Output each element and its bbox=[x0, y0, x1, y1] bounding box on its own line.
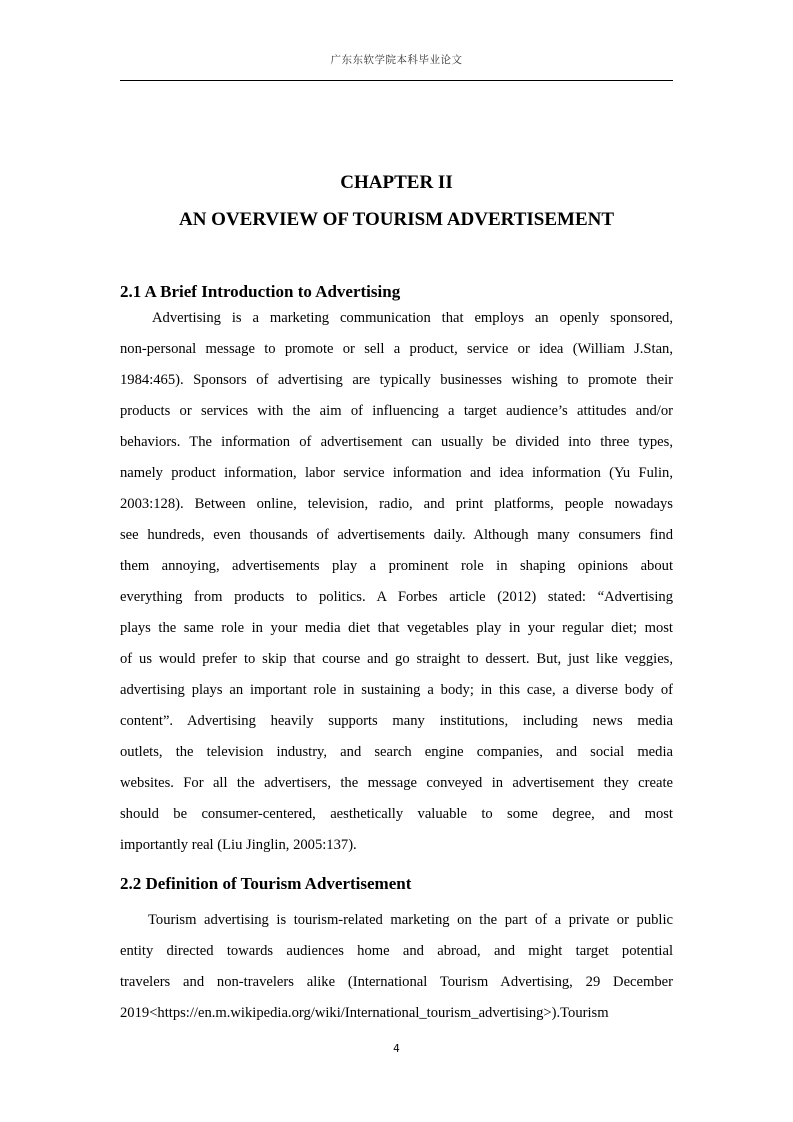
chapter-label: CHAPTER II bbox=[340, 172, 453, 193]
page-number: 4 bbox=[393, 1043, 400, 1055]
paragraph-line: Advertising is a marketing communication that employs an openly sponsored, bbox=[152, 310, 673, 326]
paragraph-line: them annoying, advertisements play a prominent role in shaping opinions about bbox=[120, 558, 673, 574]
paragraph-line: everything from products to politics. A Forbes article (2012) stated: “Advertising bbox=[120, 589, 673, 605]
paragraph-line: entity directed towards audiences home and abroad, and might target potential bbox=[120, 943, 673, 959]
paragraph-line: websites. For all the advertisers, the message conveyed in advertisement they create bbox=[120, 775, 673, 791]
paragraph-line: content”. Advertising heavily supports many institutions, including news media bbox=[120, 713, 673, 729]
paragraph-line: non-personal message to promote or sell a product, service or idea (William J.Stan, bbox=[120, 341, 673, 357]
paragraph-line: outlets, the television industry, and search engine companies, and social media bbox=[120, 744, 673, 760]
section-2-2-paragraph bbox=[120, 905, 673, 1029]
paragraph-line: should be consumer-centered, aesthetically valuable to some degree, and most bbox=[120, 806, 673, 822]
paragraph-line: importantly real (Liu Jinglin, 2005:137). bbox=[120, 837, 357, 853]
paragraph-line: plays the same role in your media diet that vegetables play in your regular diet; most bbox=[120, 620, 673, 636]
paragraph-line: 2019<https://en.m.wikipedia.org/wiki/International_tourism_advertising>).Tourism bbox=[120, 1005, 609, 1021]
paragraph-line: travelers and non-travelers alike (International Tourism Advertising, 29 December bbox=[120, 974, 673, 990]
section-heading-2-1: 2.1 A Brief Introduction to Advertising bbox=[120, 282, 401, 301]
section-heading-2-2: 2.2 Definition of Tourism Advertisement bbox=[120, 874, 412, 893]
paragraph-line: behaviors. The information of advertisement can usually be divided into three types, bbox=[120, 434, 673, 450]
paragraph-line: advertising plays an important role in sustaining a body; in this case, a diverse body of bbox=[120, 682, 673, 698]
paragraph-line: of us would prefer to skip that course and go straight to dessert. But, just like veggies, bbox=[120, 651, 673, 667]
paragraph-line: 2003:128). Between online, television, radio, and print platforms, people nowadays bbox=[120, 496, 673, 512]
chapter-title: AN OVERVIEW OF TOURISM ADVERTISEMENT bbox=[178, 209, 615, 230]
paragraph-line: products or services with the aim of influencing a target audience’s attitudes and/or bbox=[120, 403, 673, 419]
paragraph-line: namely product information, labor service information and idea information (Yu Fulin, bbox=[120, 465, 673, 481]
running-header: 广东东软学院本科毕业论文 bbox=[330, 54, 463, 66]
paragraph-line: Tourism advertising is tourism-related marketing on the part of a private or public bbox=[148, 912, 673, 928]
paragraph-line: see hundreds, even thousands of advertisements daily. Although many consumers find bbox=[120, 527, 673, 543]
header-rule bbox=[120, 80, 673, 81]
section-2-1-paragraph bbox=[120, 303, 673, 861]
paragraph-line: 1984:465). Sponsors of advertising are typically businesses wishing to promote their bbox=[120, 372, 673, 388]
